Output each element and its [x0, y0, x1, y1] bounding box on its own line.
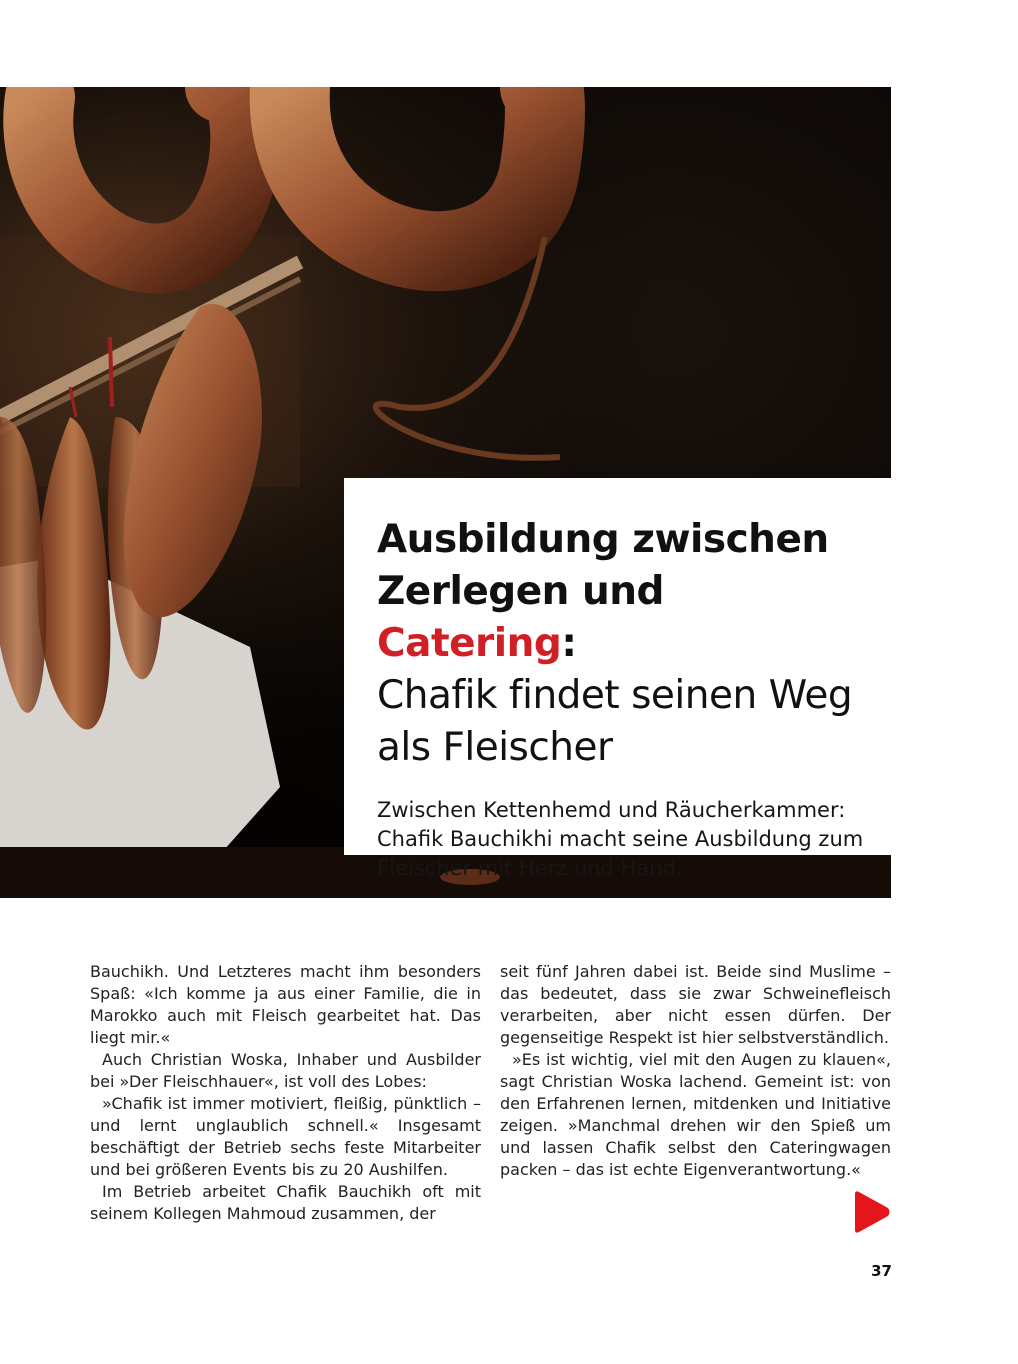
- headline-bold: Ausbildung zwischen Zerlegen und: [377, 517, 829, 614]
- paragraph: Auch Christian Woska, Inhaber und Ausbilder bei »Der Fleischhauer«, ist voll des Lobes:: [90, 1050, 481, 1091]
- paragraph: »Es ist wichtig, viel mit den Augen zu klauen«, sagt Christian Woska lachend. Gemeint ist: von den Erfahrenen lernen, mitdenken und Initiative zeigen. »Manchmal drehen wir den Spieß um und lassen Chafik selbst den Cateringwagen packen – das ist echte Eigenverantwortung.«: [500, 1050, 891, 1179]
- body-column-right: [500, 961, 891, 1181]
- title-box: [344, 478, 891, 880]
- play-arrow-icon[interactable]: [851, 1190, 891, 1234]
- headline-subline: Chafik findet seinen Weg als Fleischer: [377, 673, 853, 770]
- intro-text: Zwischen Kettenhemd und Räucherkammer: Chafik Bauchikhi macht seine Ausbildung zum Fleischer mit Herz und Hand.: [377, 798, 864, 880]
- paragraph: Bauchikh. Und Letzteres macht ihm besonders Spaß: «Ich komme ja aus einer Familie, die in Marokko auch mit Fleisch gearbeitet hat. Das liegt mir.«: [90, 962, 481, 1047]
- paragraph: »Chafik ist immer motiviert, fleißig, pünktlich – und lernt unglaublich schnell.« Insgesamt beschäftigt der Betrieb sechs feste Mitarbeiter und bei größeren Events bis zu 20 Aushilfen.: [90, 1094, 481, 1179]
- page-number: 37: [871, 1262, 892, 1280]
- headline-accent-word: Catering: [377, 621, 562, 666]
- paragraph: Im Betrieb arbeitet Chafik Bauchikh oft mit seinem Kollegen Mahmoud zusammen, der: [90, 1182, 481, 1223]
- paragraph: seit fünf Jahren dabei ist. Beide sind Muslime – das bedeutet, dass sie zwar Schweinefleisch verarbeiten, aber nicht essen dürfen. Der gegenseitige Respekt ist hier selbstverständlich.: [500, 962, 891, 1047]
- headline-colon: :: [561, 621, 577, 666]
- body-column-left: [90, 961, 481, 1225]
- headline: [377, 514, 871, 774]
